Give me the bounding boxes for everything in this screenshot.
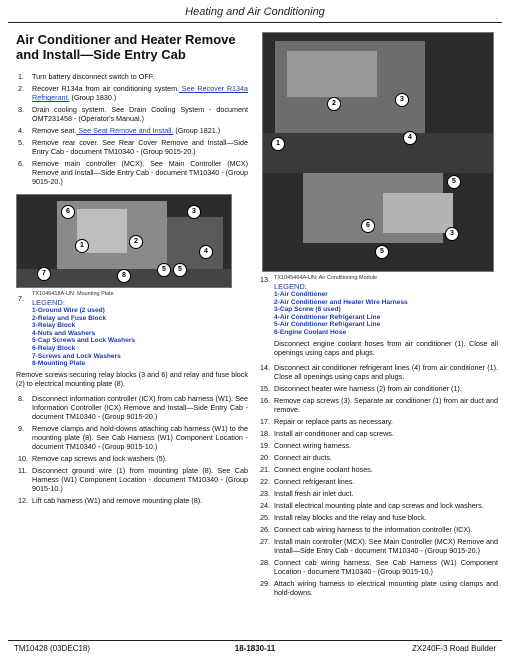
photo-lines bbox=[383, 193, 453, 233]
step-item bbox=[16, 394, 248, 421]
figure13-block bbox=[258, 275, 498, 357]
step-text: Remove cap screws and lock washers (5). bbox=[32, 453, 168, 463]
cross-reference-link[interactable]: See Seat Remove and Install. bbox=[76, 126, 174, 135]
footer-rule bbox=[8, 640, 502, 641]
step-item bbox=[258, 453, 498, 462]
step-item bbox=[258, 465, 498, 474]
step-number: 5. bbox=[18, 138, 24, 147]
callout-2: 2 bbox=[327, 97, 341, 111]
step-number: 16. bbox=[260, 395, 270, 405]
legend-item: 8-Mounting Plate bbox=[32, 360, 86, 368]
step-number: 23. bbox=[260, 488, 270, 498]
step-number: 9. bbox=[18, 423, 24, 433]
footer-page-number: 18-1830-11 bbox=[234, 644, 276, 653]
step-number: 4. bbox=[18, 126, 24, 135]
footer-machine-model: ZX240F-3 Road Builder bbox=[411, 644, 496, 653]
step-number: 19. bbox=[260, 440, 270, 450]
left-column bbox=[16, 32, 248, 508]
step-item bbox=[16, 159, 248, 186]
step-item bbox=[258, 384, 498, 393]
figure7-caption: TX1046418A-UN: Mounting Plate bbox=[32, 291, 114, 297]
air-conditioning-module-photo bbox=[262, 32, 494, 272]
legend-item: 2-Relay and Fuse Block bbox=[32, 314, 107, 322]
step-item bbox=[258, 579, 498, 597]
callout-3b: 3 bbox=[445, 227, 459, 241]
step-number: 6. bbox=[18, 159, 24, 168]
header-rule bbox=[8, 22, 502, 23]
footer-doc-id: TM10428 (03DEC18) bbox=[14, 644, 91, 653]
step-item bbox=[16, 424, 248, 451]
callout-3a: 3 bbox=[395, 93, 409, 107]
step-text-tail: (Group 1821.) bbox=[173, 126, 221, 135]
step-number: 20. bbox=[260, 452, 270, 462]
legend-item: 2-Air Conditioner and Heater Wire Harness bbox=[274, 298, 408, 306]
step-item bbox=[258, 363, 498, 381]
figure13-legend bbox=[274, 291, 498, 337]
step-text: Remove cap screws (3). Separate air conditioner (1) from air duct and remove. bbox=[274, 395, 498, 414]
legend-item: 4-Nuts and Washers bbox=[32, 329, 96, 337]
callout-4: 4 bbox=[403, 131, 417, 145]
section-title: Air Conditioner and Heater Remove and Install—Side Entry Cab bbox=[16, 32, 236, 62]
step-number: 17. bbox=[260, 416, 270, 426]
legend-item: 7-Screws and Lock Washers bbox=[32, 352, 121, 360]
step-text: Disconnect air conditioner refrigerant lines (4) from air conditioner (1). Close all openings using caps and plugs. bbox=[274, 362, 498, 381]
legend-item: 6-Engine Coolant Hose bbox=[274, 328, 347, 336]
step-number: 8. bbox=[18, 393, 24, 403]
step-text: Connect cab wiring harness to the information controller (ICX). bbox=[274, 524, 473, 534]
figure7-legend bbox=[32, 307, 248, 368]
step-number: 2. bbox=[18, 84, 24, 93]
step-number: 22. bbox=[260, 476, 270, 486]
legend-item: 5-Cap Screws and Lock Washers bbox=[32, 337, 136, 345]
legend-item: 1-Ground Wire (2 used) bbox=[32, 307, 105, 314]
step-item bbox=[258, 396, 498, 414]
steps-list-2 bbox=[16, 394, 248, 505]
step-number: 28. bbox=[260, 557, 270, 567]
step-text: Install fresh air inlet duct. bbox=[274, 488, 354, 498]
step-number: 26. bbox=[260, 524, 270, 534]
figure13-caption: TX1045464A-UN: Air Conditioning Module bbox=[274, 275, 378, 281]
step-text: Connect engine coolant hoses. bbox=[274, 464, 373, 474]
photo-duct bbox=[263, 133, 493, 173]
step-item bbox=[258, 537, 498, 555]
callout-7: 7 bbox=[37, 267, 51, 281]
step-number: 11. bbox=[18, 465, 28, 475]
callout-4: 4 bbox=[199, 245, 213, 259]
step-text: Disconnect ground wire (1) from mounting plate (8). See Cab Harness (W1) Component Location - document TM10340 - (Group 9015-10.) bbox=[32, 465, 248, 493]
callout-6: 6 bbox=[61, 205, 75, 219]
step-item bbox=[16, 84, 248, 102]
step-item bbox=[258, 513, 498, 522]
step-number: 1. bbox=[18, 72, 24, 81]
step-item bbox=[258, 501, 498, 510]
step-item bbox=[258, 558, 498, 576]
mounting-plate-photo bbox=[16, 194, 232, 288]
step-item bbox=[258, 477, 498, 486]
step-item bbox=[258, 441, 498, 450]
right-column bbox=[258, 32, 498, 600]
step-number: 15. bbox=[260, 383, 270, 393]
figure13-note: Disconnect engine coolant hoses from air conditioner (1). Close all openings using caps and plugs. bbox=[274, 338, 498, 357]
step-number: 18. bbox=[260, 428, 270, 438]
step-number: 3. bbox=[18, 105, 24, 114]
page-header-title: Heating and Air Conditioning bbox=[185, 6, 325, 18]
step-13-num: 13. bbox=[260, 275, 270, 284]
step-number: 12. bbox=[18, 495, 28, 505]
step-number: 24. bbox=[260, 500, 270, 510]
step-item bbox=[16, 138, 248, 156]
step-item bbox=[258, 489, 498, 498]
legend-item: 3-Relay Block bbox=[32, 322, 76, 330]
steps-list-3 bbox=[258, 363, 498, 597]
step-text: Install air conditioner and cap screws. bbox=[274, 428, 394, 438]
callout-1: 1 bbox=[75, 239, 89, 253]
step-item bbox=[16, 466, 248, 493]
callout-5b: 5 bbox=[375, 245, 389, 259]
step-text: Remove seat. bbox=[32, 126, 77, 135]
photo-fuse-block bbox=[167, 217, 223, 271]
step-text: Lift cab harness (W1) and remove mounting plate (8). bbox=[32, 495, 203, 505]
callout-5a: 5 bbox=[157, 263, 171, 277]
step-number: 29. bbox=[260, 578, 270, 588]
step-number: 25. bbox=[260, 512, 270, 522]
step-text: Disconnect heater wire harness (2) from air conditioner (1). bbox=[274, 383, 462, 393]
step-text: Disconnect information controller (ICX) from cab harness (W1). See Information Controller (ICX) Remove and Install—Side Entry Cab - document TM10340 - (Group 9015-20.) bbox=[32, 393, 248, 421]
callout-5a: 5 bbox=[447, 175, 461, 189]
step-text: Remove rear cover. See Rear Cover Remove and Install—Side Entry Cab - document TM10340 - (Group 9015-20.) bbox=[32, 138, 248, 156]
legend-item: 4-Air Conditioner Refrigerant Line bbox=[274, 313, 381, 321]
photo-ac-top bbox=[287, 51, 377, 97]
step-text: Connect cab wiring harness. See Cab Harness (W1) Component Location - document TM10340 - (Group 9015-10.) bbox=[274, 557, 498, 576]
step-item bbox=[258, 429, 498, 438]
callout-8: 8 bbox=[117, 269, 131, 283]
legend-item: 3-Cap Screw (6 used) bbox=[274, 306, 341, 314]
callout-5b: 5 bbox=[173, 263, 187, 277]
step-text: Install relay blocks and the relay and fuse block. bbox=[274, 512, 427, 522]
step-item bbox=[16, 72, 248, 81]
legend-item: 6-Relay Block bbox=[32, 344, 76, 352]
step-number: 27. bbox=[260, 536, 270, 546]
step-text: Install main controller (MCX). See Main Controller (MCX) Remove and Install—Side Entry Cab - document TM10340 - (Group 9015-20.) bbox=[274, 536, 498, 555]
step-text: Connect refrigerant lines. bbox=[274, 476, 355, 486]
step-text: Drain cooling system. See Drain Cooling System - document OMT231458 - (Operator's Manual.) bbox=[32, 105, 248, 123]
callout-6: 6 bbox=[361, 219, 375, 233]
step-text-tail: (Group 1830.) bbox=[69, 93, 117, 102]
step-text: Turn battery disconnect switch to OFF. bbox=[32, 72, 155, 81]
step-text: Connect wiring harness. bbox=[274, 440, 352, 450]
step-text: Connect air ducts. bbox=[274, 452, 332, 462]
legend-item: 5-Air Conditioner Refrigerant Line bbox=[274, 321, 381, 329]
step-item bbox=[258, 417, 498, 426]
step-item bbox=[16, 105, 248, 123]
step-item bbox=[258, 525, 498, 534]
step-text: Recover R134a from air conditioning system. bbox=[32, 84, 180, 93]
step-text: Install electrical mounting plate and cap screws and lock washers. bbox=[274, 500, 484, 510]
step-7-num: 7. bbox=[18, 294, 24, 303]
step-item bbox=[16, 454, 248, 463]
step-item bbox=[16, 496, 248, 505]
figure7-block bbox=[16, 291, 248, 368]
step-text: Attach wiring harness to electrical mounting plate using clamps and hold-downs. bbox=[274, 578, 498, 597]
step-text: Remove clamps and hold-downs attaching cab harness (W1) to the mounting plate (8). See Cab Harness (W1) Component Location - document TM10340 - (Group 9015-10.) bbox=[32, 423, 248, 451]
legend-item: 1-Air Conditioner bbox=[274, 291, 328, 298]
callout-1: 1 bbox=[271, 137, 285, 151]
step-number: 21. bbox=[260, 464, 270, 474]
callout-3: 3 bbox=[187, 205, 201, 219]
step-item bbox=[16, 126, 248, 135]
step-number: 10. bbox=[18, 453, 28, 463]
callout-2: 2 bbox=[129, 235, 143, 249]
figure13-legend-title: LEGEND: bbox=[274, 282, 307, 291]
step-text: Remove main controller (MCX). See Main Controller (MCX) Remove and Install—Side Entry Cab - document TM10340 - (Group 9015-20.) bbox=[32, 159, 248, 186]
steps-list-1 bbox=[16, 72, 248, 186]
step-number: 14. bbox=[260, 362, 270, 372]
figure7-note: Remove screws securing relay blocks (3 and 6) and relay and fuse block (2) to electrical mounting plate (8). bbox=[16, 369, 248, 388]
step-text: Repair or replace parts as necessary. bbox=[274, 416, 393, 426]
cross-reference-link[interactable]: See Recover R134a Refrigerant. bbox=[32, 84, 248, 102]
figure7-legend-title: LEGEND: bbox=[32, 298, 65, 307]
